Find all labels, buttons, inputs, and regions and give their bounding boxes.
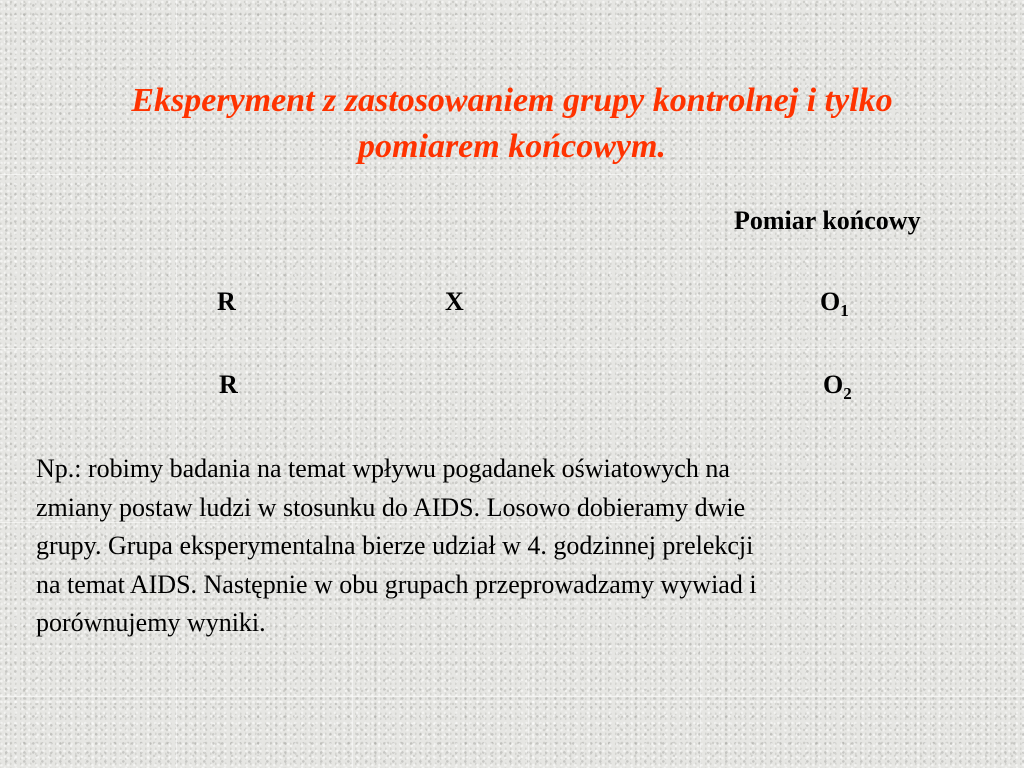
observation-letter: O xyxy=(820,287,841,316)
randomization-symbol: R xyxy=(219,370,238,399)
slide-title-line: pomiarem końcowym. xyxy=(358,128,666,165)
background-seam xyxy=(0,174,1024,175)
observation-letter: O xyxy=(823,370,844,399)
treatment-symbol: X xyxy=(445,287,464,316)
column-header-final-measurement: Pomiar końcowy xyxy=(734,206,921,235)
observation-index: 1 xyxy=(840,301,849,320)
observation-symbol xyxy=(820,287,849,320)
example-paragraph xyxy=(36,450,986,643)
observation-index: 2 xyxy=(843,384,852,403)
slide-title-line: Eksperyment z zastosowaniem grupy kontrolnej i tylko xyxy=(131,82,893,119)
background-seam xyxy=(0,696,1024,697)
randomization-symbol: R xyxy=(217,287,236,316)
example-line: zmiany postaw ludzi w stosunku do AIDS. Losowo dobieramy dwie xyxy=(36,492,746,522)
example-line: porównujemy wyniki. xyxy=(36,608,266,637)
example-line: Np.: robimy badania na temat wpływu pogadanek oświatowych na xyxy=(36,454,730,483)
example-line: grupy. Grupa eksperymentalna bierze udział w 4. godzinnej prelekcji xyxy=(36,531,754,560)
slide-title xyxy=(40,78,984,170)
observation-symbol xyxy=(823,370,852,403)
background-seam xyxy=(0,348,1024,349)
example-line: na temat AIDS. Następnie w obu grupach przeprowadzamy wywiad i xyxy=(36,569,757,599)
